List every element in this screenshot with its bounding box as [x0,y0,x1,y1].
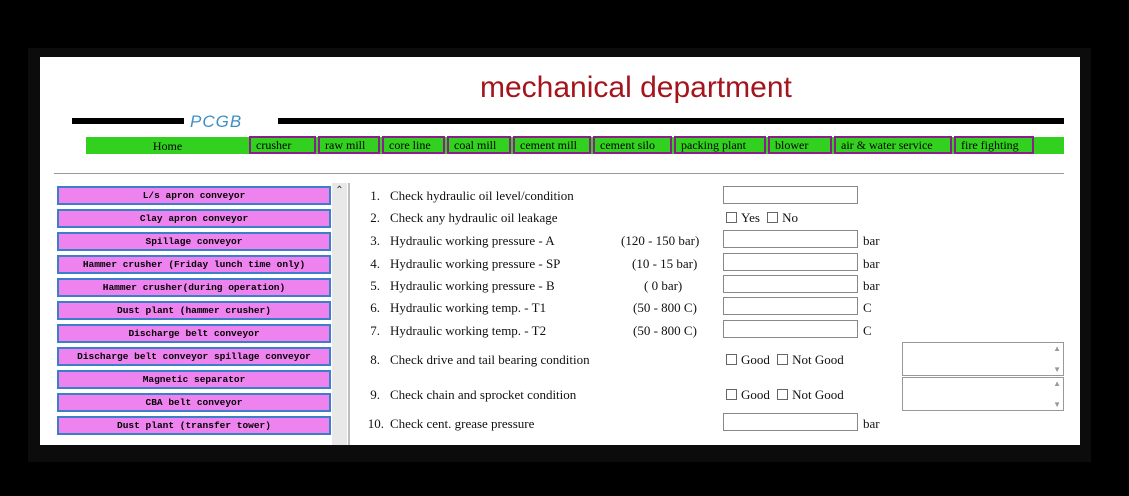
nav-cement-silo[interactable]: cement silo [593,136,672,154]
item-number: 1. [370,188,380,203]
sidebar-item[interactable]: Magnetic separator [57,370,331,389]
page-title: mechanical department [480,71,792,104]
sidebar-item[interactable]: Discharge belt conveyor spillage conveyor [57,347,331,366]
nav-cement-mill[interactable]: cement mill [513,136,591,154]
check-label: Hydraulic working pressure - A [390,233,555,248]
check-label: Check hydraulic oil level/condition [390,188,574,203]
check-label: Check drive and tail bearing condition [390,352,590,367]
sidebar-scrollbar[interactable] [332,183,347,445]
check-label: Check cent. grease pressure [390,416,535,431]
bearing-options [726,352,844,368]
item-number: 9. [370,387,380,402]
unit-label: C [863,323,872,338]
sidebar-item[interactable]: Hammer crusher (Friday lunch time only) [57,255,331,274]
pressure-a-input[interactable] [723,230,858,248]
check-label: Hydraulic working temp. - T1 [390,300,547,315]
range-label: (120 - 150 bar) [621,233,700,248]
good-label: Good [741,387,770,402]
yes-label: Yes [741,210,760,225]
range-label: ( 0 bar) [644,278,683,293]
header-bar-right [278,118,1064,124]
logo: PCGB [190,112,243,131]
unit-label: bar [863,256,880,271]
no-checkbox[interactable] [767,212,778,223]
range-label: (50 - 800 C) [633,323,697,338]
sidebar-item[interactable]: Clay apron conveyor [57,209,331,228]
header-bar-left [72,118,184,124]
item-number: 8. [370,352,380,367]
chain-options [726,387,844,403]
oil-level-input[interactable] [723,186,858,204]
item-number: 7. [370,323,380,338]
sidebar-item[interactable]: Dust plant (transfer tower) [57,416,331,435]
grease-pressure-input[interactable] [723,413,858,431]
check-label: Hydraulic working pressure - B [390,278,555,293]
nav-home[interactable]: Home [152,139,183,153]
good-label: Good [741,352,770,367]
temp-t1-input[interactable] [723,297,858,315]
unit-label: bar [863,233,880,248]
check-label: Check any hydraulic oil leakage [390,210,558,225]
nav-coal-mill[interactable]: coal mill [447,136,511,154]
temp-t2-input[interactable] [723,320,858,338]
not-good-label: Not Good [792,352,844,367]
chevron-up-icon[interactable]: ⌃ [335,185,344,196]
item-number: 10. [367,416,384,431]
unit-label: bar [863,416,880,431]
sidebar-item[interactable]: Discharge belt conveyor [57,324,331,343]
check-label: Hydraulic working temp. - T2 [390,323,547,338]
sidebar-item[interactable]: L/s apron conveyor [57,186,331,205]
item-number: 6. [370,300,380,315]
item-number: 3. [370,233,380,248]
good-checkbox[interactable] [726,354,737,365]
unit-label: bar [863,278,880,293]
chevron-up-icon: ▲ [1053,344,1061,353]
unit-label: C [863,300,872,315]
no-label: No [782,210,799,225]
sidebar-item[interactable]: Hammer crusher(during operation) [57,278,331,297]
chain-remarks-textarea[interactable] [902,377,1064,411]
pressure-b-input[interactable] [723,275,858,293]
check-label: Check chain and sprocket condition [390,387,577,402]
sidebar-item[interactable]: CBA belt conveyor [57,393,331,412]
nav-blower[interactable]: blower [768,136,832,154]
leakage-options [726,210,798,226]
nav-raw-mill[interactable]: raw mill [318,136,380,154]
page [40,57,1080,445]
divider [54,173,1064,174]
nav-packing-plant[interactable]: packing plant [674,136,766,154]
pressure-sp-input[interactable] [723,253,858,271]
sidebar [55,183,347,445]
nav-bar [86,137,1064,154]
check-label: Hydraulic working pressure - SP [390,256,561,271]
not-good-checkbox[interactable] [777,354,788,365]
sidebar-item[interactable]: Spillage conveyor [57,232,331,251]
item-number: 2. [370,210,380,225]
nav-core-line[interactable]: core line [382,136,445,154]
yes-checkbox[interactable] [726,212,737,223]
not-good-label: Not Good [792,387,844,402]
sidebar-item[interactable]: Dust plant (hammer crusher) [57,301,331,320]
good-checkbox[interactable] [726,389,737,400]
range-label: (10 - 15 bar) [632,256,698,271]
nav-fire-fighting[interactable]: fire fighting [954,136,1034,154]
chevron-down-icon: ▼ [1053,400,1061,409]
not-good-checkbox[interactable] [777,389,788,400]
item-number: 4. [370,256,380,271]
bearing-remarks-textarea[interactable] [902,342,1064,376]
chevron-down-icon: ▼ [1053,365,1061,374]
chevron-up-icon: ▲ [1053,379,1061,388]
nav-crusher[interactable]: crusher [249,136,316,154]
nav-air-water-service[interactable]: air & water service [834,136,952,154]
item-number: 5. [370,278,380,293]
range-label: (50 - 800 C) [633,300,697,315]
